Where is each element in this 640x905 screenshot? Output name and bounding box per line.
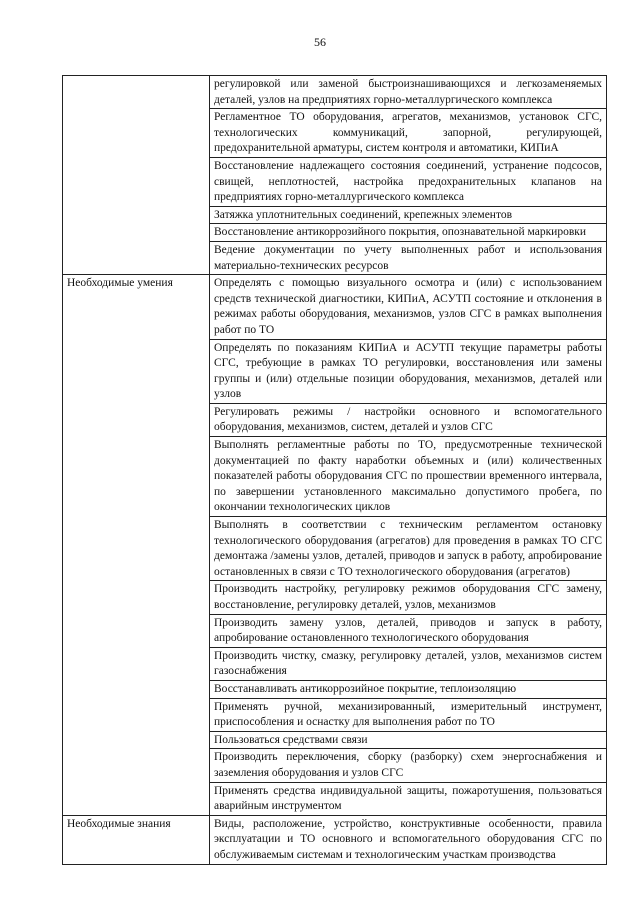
cell-text: Восстановление надлежащего состояния соединений, устранение подсосов, свищей, неплотностей, настройка предохранительных клапанов на предприятиях горно-металлургического комплекса	[214, 159, 602, 204]
cell-text: Восстанавливать антикоррозийное покрытие, теплоизоляцию	[214, 682, 517, 695]
table-cell	[210, 581, 607, 614]
competency-table	[62, 75, 607, 865]
table-cell	[210, 680, 607, 698]
cell-text: Применять средства индивидуальной защиты, пожаротушения, пользоваться аварийным инструментом	[214, 784, 602, 813]
table-cell	[210, 339, 607, 403]
table-cell	[210, 517, 607, 581]
cell-text: Производить настройку, регулировку режимов оборудования СГС замену, восстановление, регулировку деталей, узлов, механизмов	[214, 583, 602, 611]
table-cell	[210, 76, 607, 109]
table-cell	[210, 241, 607, 274]
cell-text: Производить замену узлов, деталей, приводов и запуск в работу, апробирование остановленного технологического оборудования	[214, 616, 602, 645]
table-row	[63, 76, 607, 109]
table-cell	[210, 749, 607, 782]
cell-text: Регулировать режимы / настройки основного и вспомогательного оборудования, механизмов, систем, деталей и узлов СГС	[214, 405, 602, 434]
cell-text: Производить чистку, смазку, регулировку деталей, узлов, механизмов систем газоснабжения	[214, 649, 602, 678]
cell-text: Пользоваться средствами связи	[214, 733, 368, 746]
table-cell	[210, 224, 607, 242]
table-cell	[210, 731, 607, 749]
table-row	[63, 815, 607, 864]
table-row	[63, 275, 607, 339]
cell-text: Затяжка уплотнительных соединений, крепежных элементов	[214, 208, 513, 221]
cell-text: Определять по показаниям КИПиА и АСУТП текущие параметры работы СГС, требующие в рамках ТО регулировки, восстановления или замены группы и (или) отдельные позиции оборудования, механизмов, деталей или узлов	[214, 341, 602, 401]
cell-text: Восстановление антикоррозийного покрытия, опознавательной маркировки	[214, 226, 586, 239]
page-number: 56	[314, 35, 326, 49]
cell-text: Выполнять регламентные работы по ТО, предусмотренные технической документацией по факту наработки объемных и (или) количественных показателей работы оборудования СГС по прошествии временного интервала, по завершении установленного максимально допустимого пробега, по окончании технологических циклов	[214, 439, 602, 514]
cell-text: Применять ручной, механизированный, измерительный инструмент, приспособления и оснастку для выполнения работ по ТО	[214, 700, 602, 729]
table-cell	[210, 647, 607, 680]
section-label-knowledge: Необходимые знания	[63, 815, 210, 864]
cell-text: Ведение документации по учету выполненных работ и использования материально-технических ресурсов	[214, 243, 602, 272]
table-cell	[210, 698, 607, 731]
table-cell	[210, 403, 607, 436]
table-cell	[210, 614, 607, 647]
cell-text: Выполнять в соответствии с техническим регламентом остановку технологического оборудования (агрегатов) для проведения в рамках ТО СГС демонтажа /замены узлов, деталей, приводов и запуск в работу, апробирование остановленных в связи с ТО технологического оборудования (агрегатов)	[214, 519, 602, 578]
cell-text: Виды, расположение, устройство, конструктивные особенности, правила эксплуатации и ТО основного и вспомогательного оборудования СГС по обслуживаемым системам и технологическим участкам производства	[214, 817, 602, 861]
cell-text: Производить переключения, сборку (разборку) схем энергоснабжения и заземления оборудования и узлов СГС	[214, 751, 602, 779]
table-cell	[210, 157, 607, 206]
table-cell	[210, 782, 607, 815]
table-cell	[210, 815, 607, 864]
table-cell	[210, 109, 607, 158]
cell-text: Регламентное ТО оборудования, агрегатов, механизмов, установок СГС, технологических коммуникаций, запорной, регулирующей, предохранительной арматуры, систем контроля и автоматики, КИПиА	[214, 111, 602, 155]
table-cell	[210, 206, 607, 224]
cell-text: Определять с помощью визуального осмотра и (или) с использованием средств технической диагностики, КИПиА, АСУТП состояние и отклонения в режимах работы оборудования, механизмов, узлов СГС в рамках выполнения работ по ТО	[214, 277, 602, 336]
table-cell	[210, 275, 607, 339]
cell-text: регулировкой или заменой быстроизнашивающихся и легкозаменяемых деталей, узлов на предприятиях горно-металлургического комплекса	[214, 78, 602, 106]
table-cell	[210, 437, 607, 517]
section-label	[63, 76, 210, 275]
section-label-skills: Необходимые умения	[63, 275, 210, 816]
